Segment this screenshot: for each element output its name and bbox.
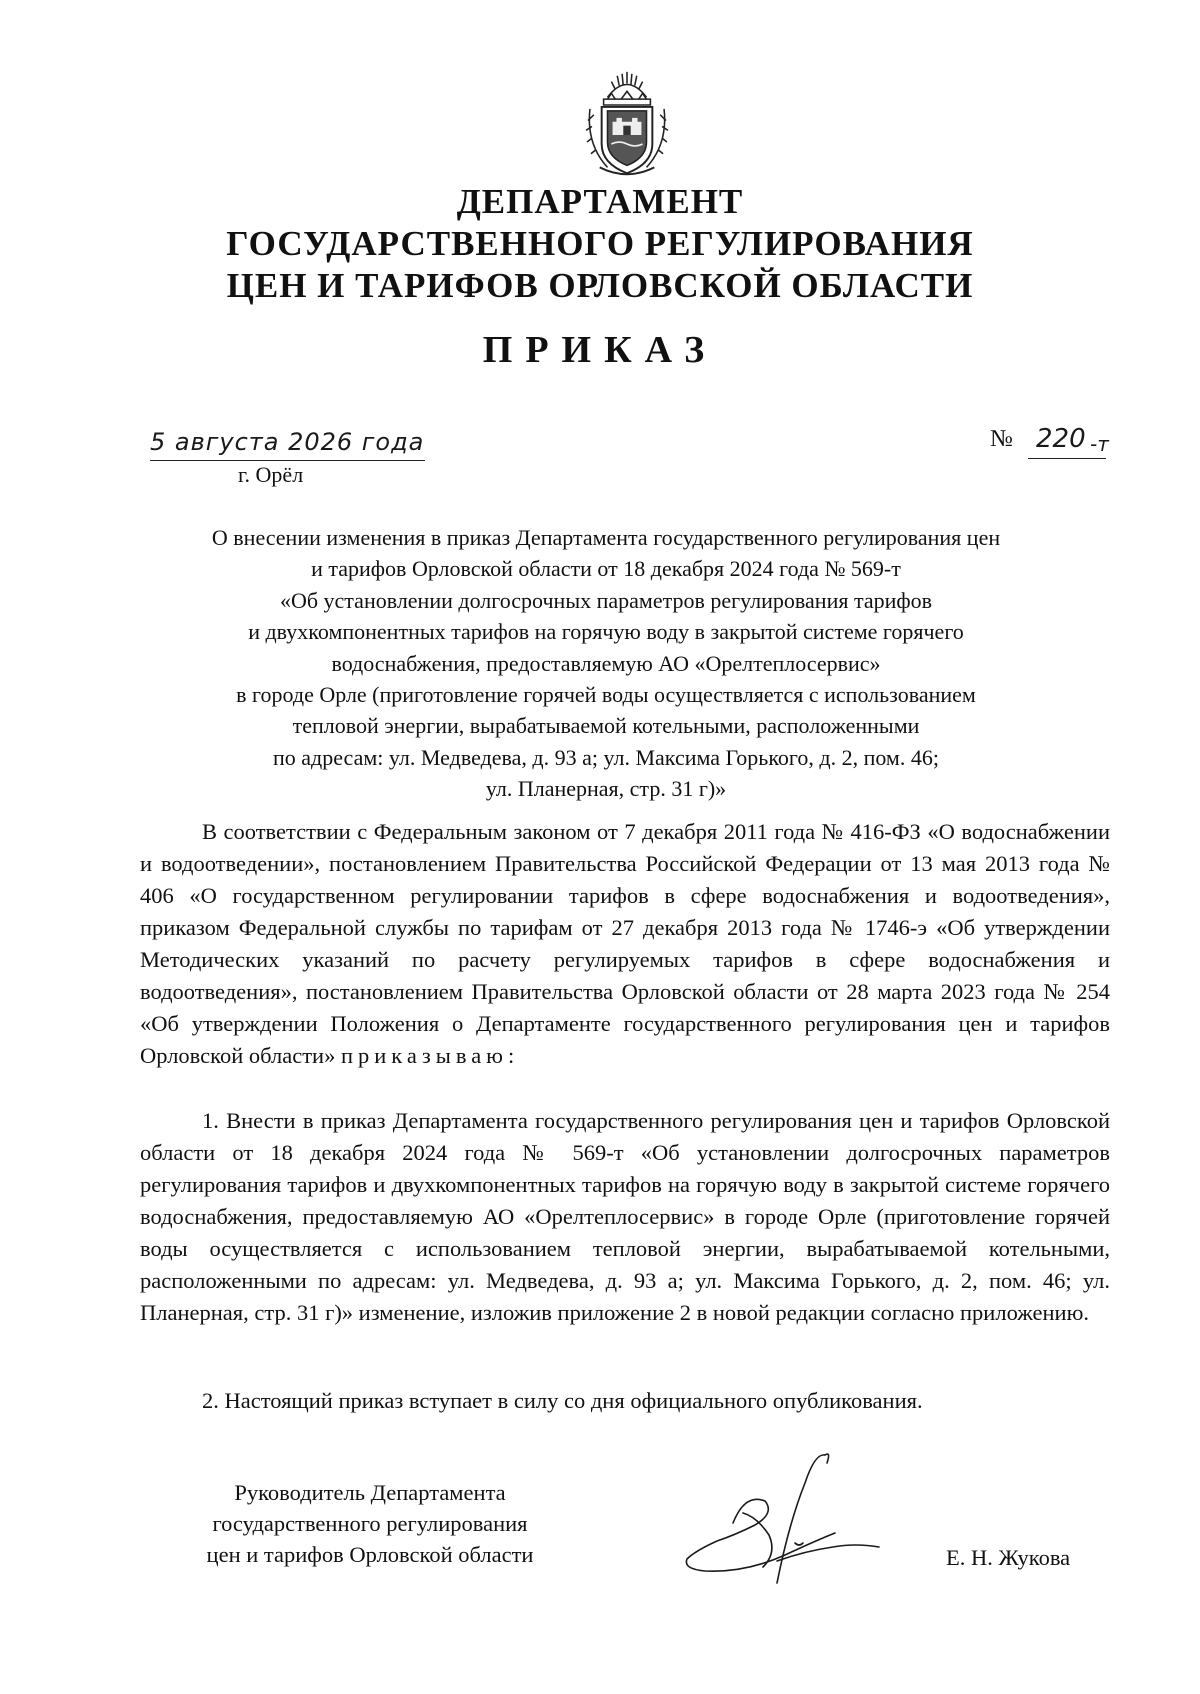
legal-basis-text: В соответствии с Федеральным законом от 7 декабря 2011 года № 416-ФЗ «О водоснабжении и водоотведении», постановлением Правительства Российской Федерации от 13 мая 2013 года № 406 «О государственном регулировании тарифов в сфере водоснабжения и водоотведения», приказом Федеральной службы по тарифам от 27 декабря 2013 года № 1746-э «Об утверждении Методических указаний по расчету регулируемых тарифов в сфере водоснабжения и водоотведения», постановлением Правительства Орловской области от 28 марта 2023 года № 254 «Об утверждении Положения о Департаменте государственного регулирования цен и тарифов Орловской области» bbox=[140, 819, 1110, 1068]
department-title-line-1: ДЕПАРТАМЕНТ bbox=[456, 182, 744, 221]
subject-line: в городе Орле (приготовление горячей воды осуществляется с использованием bbox=[236, 682, 976, 708]
signer-position-line: цен и тарифов Орловской области bbox=[206, 1542, 534, 1567]
number-sign: № bbox=[990, 426, 1013, 452]
subject-line: ул. Планерная, стр. 31 г)» bbox=[485, 776, 727, 802]
handwritten-order-number: 220 bbox=[1036, 424, 1086, 454]
order-number-suffix: -т bbox=[1090, 432, 1109, 456]
order-item-2: 2. Настоящий приказ вступает в силу со дня официального опубликования. bbox=[202, 1388, 923, 1413]
department-title-line-3: ЦЕН И ТАРИФОВ ОРЛОВСКОЙ ОБЛАСТИ bbox=[226, 266, 974, 305]
date-underline bbox=[150, 460, 425, 461]
subject-line: «Об установлении долгосрочных параметров регулирования тарифов bbox=[279, 587, 933, 613]
subject-line: по адресам: ул. Медведева, д. 93 а; ул. Максима Горького, д. 2, пом. 46; bbox=[273, 744, 939, 770]
subject-line: О внесении изменения в приказ Департамента государственного регулирования цен bbox=[211, 525, 1001, 550]
number-underline bbox=[1028, 458, 1106, 459]
coat-of-arms-icon bbox=[578, 66, 676, 183]
subject-line: и тарифов Орловской области от 18 декабря 2024 года № 569-т bbox=[311, 556, 901, 582]
document-type-title: ПРИКАЗ bbox=[482, 329, 718, 371]
subject-line: водоснабжения, предоставляемую АО «Орелтеплосервис» bbox=[331, 650, 881, 676]
order-item-1: 1. Внести в приказ Департамента государственного регулирования цен и тарифов Орловской области от 18 декабря 2024 года № 569-т «Об установлении долгосрочных параметров регулирования тарифов и двухкомпонентных тарифов на горячую воду в закрытой системе горячего водоснабжения, предоставляемую АО «Орелтеплосервис» в городе Орле (приготовление горячей воды осуществляется с использованием тепловой энергии, вырабатываемой котельными, расположенными по адресам: ул. Медведева, д. 93 а; ул. Максима Горького, д. 2, пом. 46; ул. Планерная, стр. 31 г)» изменение, изложив приложение 2 в новой редакции согласно приложению. bbox=[140, 1108, 1110, 1325]
signer-position-line: государственного регулирования bbox=[212, 1511, 528, 1536]
signer-position-line: Руководитель Департамента bbox=[234, 1480, 506, 1505]
department-title-line-2: ГОСУДАРСТВЕННОГО РЕГУЛИРОВАНИЯ bbox=[226, 224, 974, 263]
signer-name: Е. Н. Жукова bbox=[946, 1545, 1071, 1570]
subject-line: и двухкомпонентных тарифов на горячую воду в закрытой системе горячего bbox=[248, 619, 964, 645]
legal-basis-paragraph bbox=[140, 816, 1110, 1072]
order-word: приказываю: bbox=[340, 1043, 520, 1068]
subject-line: тепловой энергии, вырабатываемой котельными, расположенными bbox=[292, 713, 920, 739]
signer-position bbox=[170, 1477, 570, 1570]
handwritten-date: 5 августа 2026 года bbox=[150, 428, 425, 456]
city-label: г. Орёл bbox=[238, 462, 304, 487]
handwritten-signature bbox=[665, 1443, 900, 1593]
order-subject bbox=[150, 522, 1062, 805]
